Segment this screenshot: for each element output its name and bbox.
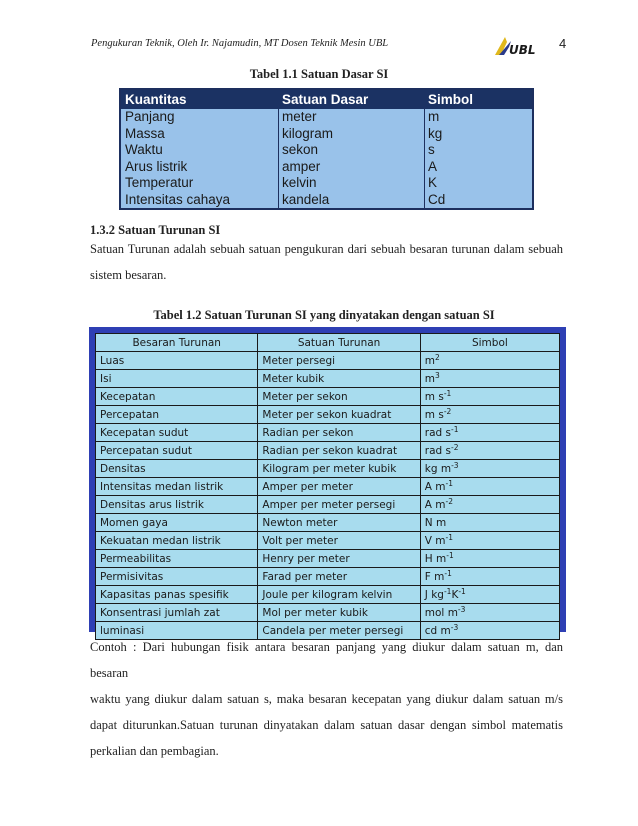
cell-simbol: [420, 568, 559, 586]
cell-satuan: kilogram: [282, 125, 334, 141]
cell-besaran: Densitas arus listrik: [96, 496, 258, 514]
paragraph-line: perkalian dan pembagian.: [90, 744, 219, 758]
cell-satuan: meter: [282, 109, 317, 124]
cell-simbol: [420, 478, 559, 496]
paragraph-line: sistem besaran.: [90, 268, 167, 282]
cell-simbol: Cd: [428, 191, 446, 207]
cell-satuan: Candela per meter persegi: [258, 622, 420, 640]
cell-satuan: Radian per sekon kuadrat: [258, 442, 420, 460]
cell-kuantitas: Temperatur: [125, 175, 194, 190]
header-simbol: Simbol: [424, 90, 532, 109]
symbol-base: A m: [424, 480, 446, 493]
header-kuantitas: Kuantitas: [121, 90, 278, 109]
cell-simbol: m: [428, 109, 440, 124]
section-heading: 1.3.2 Satuan Turunan SI: [90, 223, 221, 237]
paragraph-line: Satuan Turunan adalah sebuah satuan pengukuran dari sebuah besaran turunan dalam sebuah: [90, 242, 563, 256]
cell-simbol: [420, 550, 559, 568]
cell-simbol: [420, 406, 559, 424]
paragraph-line: waktu yang diukur dalam satuan s, maka besaran kecepatan yang diukur dalam satuan m/s: [90, 692, 563, 706]
symbol-exponent: 3: [435, 370, 440, 380]
cell-simbol: kg: [428, 125, 443, 141]
cell-simbol: K: [428, 175, 438, 190]
symbol-base: m: [424, 372, 436, 385]
symbol-base: N m: [424, 516, 447, 529]
symbol-exponent: -1: [444, 568, 452, 578]
symbol-base: K: [451, 588, 459, 601]
cell-simbol: [420, 460, 559, 478]
table1-caption: Tabel 1.1 Satuan Dasar SI: [249, 67, 389, 81]
header-satuan-turunan: Satuan Turunan: [258, 334, 420, 352]
cell-satuan: Mol per meter kubik: [258, 604, 420, 622]
cell-kuantitas: Arus listrik: [125, 158, 188, 174]
cell-kuantitas: Intensitas cahaya: [125, 191, 231, 207]
table-body: [96, 352, 560, 640]
column-simbol: [424, 90, 532, 208]
cell-besaran: Intensitas medan listrik: [96, 478, 258, 496]
cell-satuan: Farad per meter: [258, 568, 420, 586]
cell-simbol: [420, 352, 559, 370]
table-row: [96, 406, 560, 424]
cell-simbol: [420, 604, 559, 622]
column-satuan-dasar: [278, 90, 425, 208]
symbol-exponent: -1: [443, 586, 452, 596]
cell-simbol: [420, 442, 559, 460]
symbol-exponent: -3: [457, 604, 466, 614]
cell-besaran: Permeabilitas: [96, 550, 258, 568]
table2-caption: Tabel 1.2 Satuan Turunan SI yang dinyatakan dengan satuan SI: [153, 308, 495, 322]
symbol-base: m: [424, 354, 436, 367]
header-besaran-turunan: Besaran Turunan: [96, 334, 258, 352]
header-text: Pengukuran Teknik, Oleh Ir. Najamudin, MT Dosen Teknik Mesin UBL: [91, 38, 389, 49]
table-row: [96, 514, 560, 532]
table-row: [96, 604, 560, 622]
cell-satuan: Henry per meter: [258, 550, 420, 568]
symbol-base: cd m: [424, 624, 451, 637]
cell-satuan: Radian per sekon: [258, 424, 420, 442]
cell-satuan: sekon: [282, 142, 319, 157]
symbol-exponent: -2: [443, 406, 452, 416]
cell-satuan: Volt per meter: [258, 532, 420, 550]
cell-simbol: [420, 388, 559, 406]
cell-besaran: Percepatan: [96, 406, 258, 424]
section-paragraph: [90, 236, 563, 288]
header-simbol: Simbol: [420, 334, 559, 352]
table-row: [96, 532, 560, 550]
symbol-exponent: 2: [435, 352, 440, 362]
cell-besaran: Kapasitas panas spesifik: [96, 586, 258, 604]
cell-satuan: Meter kubik: [258, 370, 420, 388]
cell-simbol: [420, 496, 559, 514]
symbol-exponent: -2: [451, 442, 459, 452]
symbol-base: H m: [424, 552, 447, 565]
symbol-base: J kg: [424, 588, 444, 601]
table-row: [96, 388, 560, 406]
cell-besaran: Konsentrasi jumlah zat: [96, 604, 258, 622]
table-row: [96, 442, 560, 460]
cell-simbol: [420, 514, 559, 532]
cell-satuan: Meter persegi: [258, 352, 420, 370]
symbol-base: kg m: [424, 462, 452, 475]
logo-text: UBL: [509, 43, 536, 57]
cell-simbol: [420, 424, 559, 442]
cell-besaran: Isi: [96, 370, 258, 388]
cell-besaran: Permisivitas: [96, 568, 258, 586]
table-header-row: [96, 334, 560, 352]
cell-satuan: Kilogram per meter kubik: [258, 460, 420, 478]
symbol-exponent: -2: [445, 496, 454, 506]
cell-besaran: Kecepatan: [96, 388, 258, 406]
symbol-base: mol m: [424, 606, 458, 619]
cell-simbol: A: [428, 158, 438, 174]
table-row: [96, 496, 560, 514]
cell-satuan: Joule per kilogram kelvin: [258, 586, 420, 604]
symbol-exponent: -3: [451, 460, 459, 470]
table-satuan-turunan-frame: [89, 327, 566, 637]
symbol-exponent: -1: [443, 388, 452, 398]
page-number: 4: [559, 36, 567, 51]
contoh-paragraph: [90, 634, 563, 764]
cell-simbol: [420, 586, 559, 604]
cell-simbol: [420, 370, 559, 388]
cell-kuantitas: Panjang: [125, 109, 175, 124]
symbol-base: rad s: [424, 444, 452, 457]
cell-kuantitas: Waktu: [125, 142, 163, 157]
symbol-base: m s: [424, 390, 444, 403]
table-row: [96, 568, 560, 586]
table-row: [96, 370, 560, 388]
table-satuan-turunan: [95, 333, 560, 640]
cell-satuan: Meter per sekon: [258, 388, 420, 406]
ubl-logo: [491, 33, 541, 59]
symbol-base: V m: [424, 534, 446, 547]
symbol-base: rad s: [424, 426, 452, 439]
cell-besaran: Momen gaya: [96, 514, 258, 532]
table-row: [96, 550, 560, 568]
symbol-base: F m: [424, 570, 445, 583]
cell-besaran: Luas: [96, 352, 258, 370]
symbol-base: A m: [424, 498, 446, 511]
symbol-exponent: -1: [445, 532, 454, 542]
cell-besaran: Kecepatan sudut: [96, 424, 258, 442]
table-satuan-dasar: [119, 88, 534, 210]
symbol-exponent: -1: [445, 478, 454, 488]
table-row: [96, 424, 560, 442]
header-satuan-dasar: Satuan Dasar: [278, 90, 424, 109]
cell-besaran: Kekuatan medan listrik: [96, 532, 258, 550]
table-row: [96, 586, 560, 604]
cell-satuan: Amper per meter: [258, 478, 420, 496]
cell-simbol: s: [428, 142, 435, 157]
table-row: [96, 478, 560, 496]
paragraph-line: dapat diturunkan.Satuan turunan dinyatakan dalam satuan dasar dengan simbol matematis: [90, 718, 563, 732]
cell-kuantitas: Massa: [125, 125, 165, 141]
cell-besaran: Percepatan sudut: [96, 442, 258, 460]
cell-satuan: kelvin: [282, 175, 317, 190]
cell-besaran: Densitas: [96, 460, 258, 478]
cell-satuan: kandela: [282, 191, 330, 207]
table-row: [96, 460, 560, 478]
symbol-exponent: -1: [458, 586, 466, 596]
symbol-exponent: -3: [450, 622, 459, 632]
cell-satuan: Meter per sekon kuadrat: [258, 406, 420, 424]
cell-satuan: amper: [282, 158, 321, 174]
cell-simbol: [420, 532, 559, 550]
cell-satuan: Amper per meter persegi: [258, 496, 420, 514]
symbol-exponent: -1: [451, 424, 459, 434]
symbol-exponent: -1: [446, 550, 454, 560]
cell-besaran: luminasi: [96, 622, 258, 640]
table-row: [96, 352, 560, 370]
cell-satuan: Newton meter: [258, 514, 420, 532]
page-header: [91, 33, 571, 59]
symbol-base: m s: [424, 408, 444, 421]
column-kuantitas: [121, 90, 279, 208]
paragraph-line: Contoh : Dari hubungan fisik antara besaran panjang yang diukur dalam satuan m, dan besaran: [90, 640, 563, 680]
